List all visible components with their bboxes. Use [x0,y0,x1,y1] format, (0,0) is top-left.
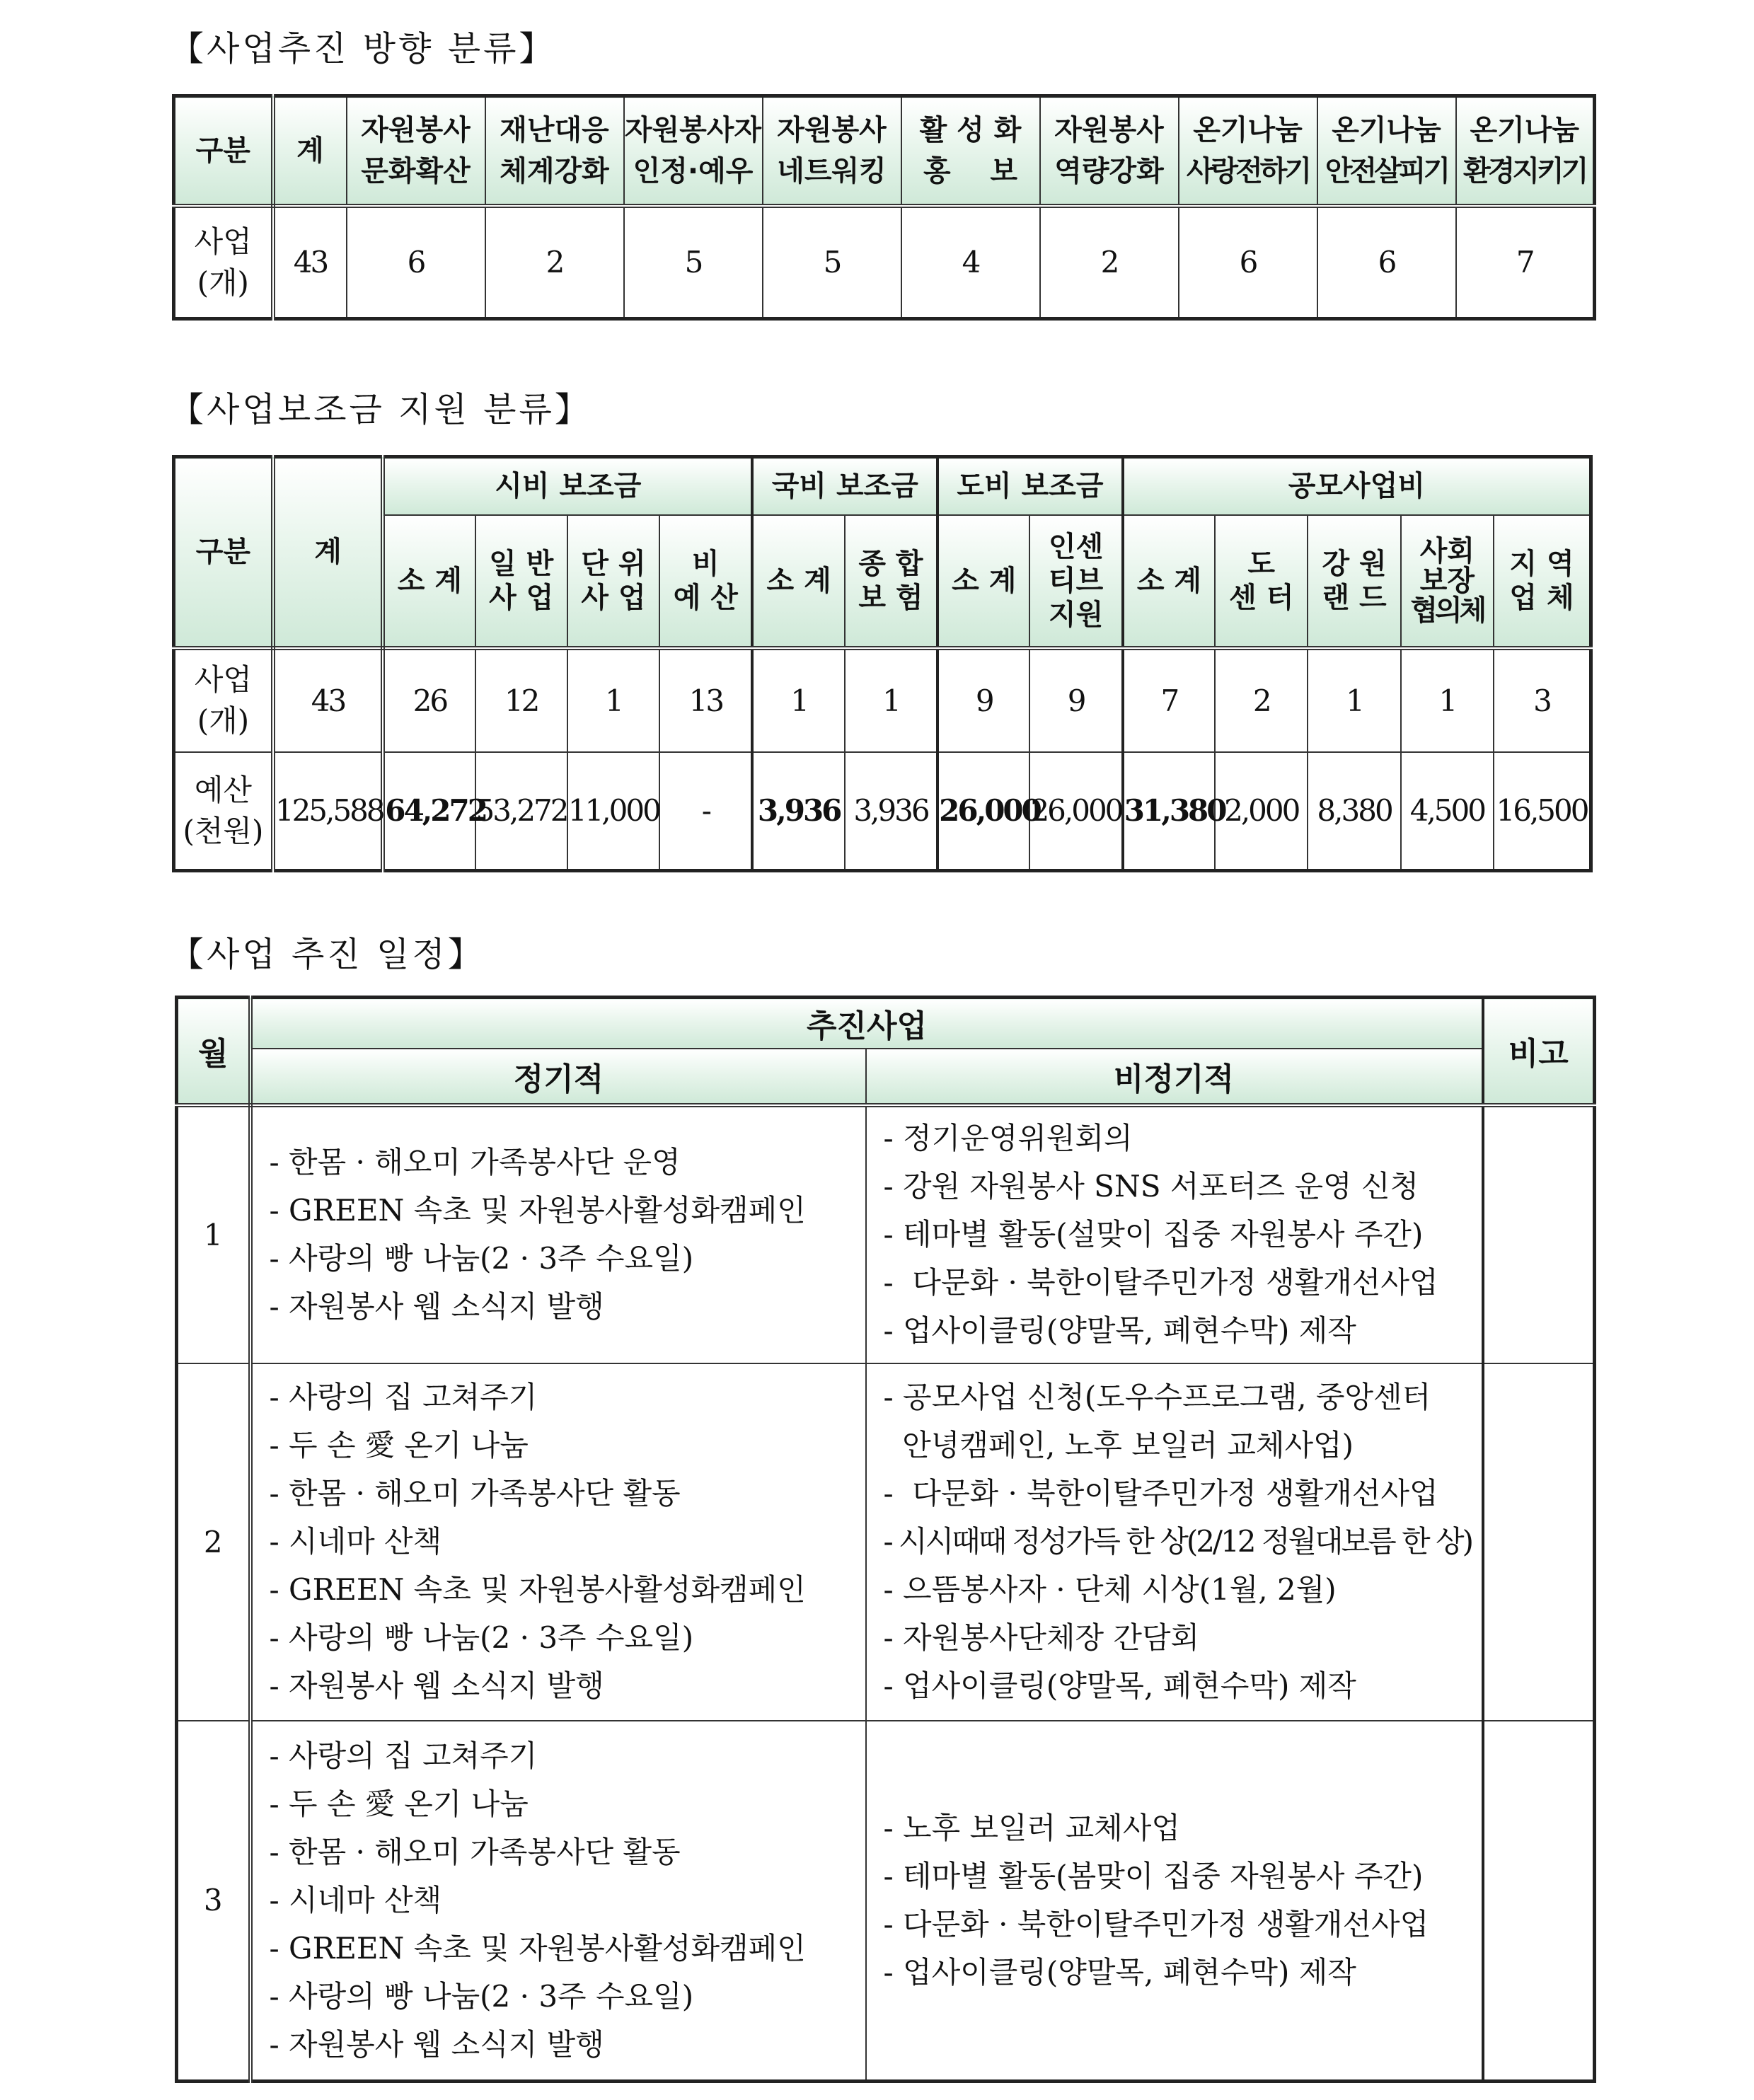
list-item: - 시네마 산책 [269,1882,442,1917]
list-item: - 두 손 愛 온기 나눔 [269,1786,529,1821]
budget-value: 31,380 [1123,752,1215,871]
cat-value: 6 [347,206,485,319]
section-title-direction: 【사업추진 방향 분류】 [170,29,556,69]
header-contest-fund: 공모사업비 [1123,457,1591,515]
list-item: - 사랑의 빵 나눔(2 · 3주 수요일) [269,1978,694,2014]
projects-value: 7 [1123,648,1215,752]
regular-list [250,1721,866,2082]
header-month: 월 [177,998,250,1105]
projects-value: 12 [475,648,567,752]
header-city-nonbudget: 비 예 산 [659,515,752,648]
header-total: 계 [273,457,383,648]
list-item: - 한몸 · 해오미 가족봉사단 활동 [269,1834,681,1869]
header-projects: 추진사업 [250,998,1483,1049]
list-item: - 테마별 활동(설맞이 집중 자원봉사 주간) [883,1217,1424,1252]
list-item: - 사랑의 빵 나눔(2 · 3주 수요일) [269,1241,694,1276]
cat-value: 2 [485,206,624,319]
list-item: - 노후 보일러 교체사업 [883,1810,1180,1845]
section-title-schedule: 【사업 추진 일정】 [170,935,485,974]
header-contest-local: 지 역 업 체 [1494,515,1591,648]
budget-value: 2,000 [1215,752,1308,871]
projects-value: 1 [845,648,937,752]
list-item: - 시시때때 정성가득 한 상(2/12 정월대보름 한 상) [883,1524,1472,1559]
projects-value: 1 [1401,648,1494,752]
list-item: - 한몸 · 해오미 가족봉사단 활동 [269,1476,681,1511]
list-item: - 자원봉사단체장 간담회 [883,1620,1200,1655]
header-contest-welfare: 사회 보장 협의체 [1401,515,1494,648]
month-cell: 1 [177,1105,250,1363]
list-item: - 자원봉사 웹 소식지 발행 [269,1289,604,1324]
month-cell: 3 [177,1721,250,2082]
cat-value: 2 [1040,206,1179,319]
projects-value: 13 [659,648,752,752]
header-cat-8: 온기나눔 안전살피기 [1317,96,1456,206]
regular-list [250,1363,866,1721]
budget-value: 26,000 [1029,752,1122,871]
list-item: - 다문화 · 북한이탈주민가정 생활개선사업 [883,1265,1438,1300]
list-item: - 시네마 산책 [269,1524,442,1559]
schedule-table [175,996,1596,2083]
list-item: - GREEN 속초 및 자원봉사활성화캠페인 [269,1193,806,1228]
row-label-budget: 예산 (천원) [174,752,273,871]
note-cell [1483,1105,1595,1363]
header-total: 계 [273,96,347,206]
header-category: 구분 [174,457,273,648]
budget-value: 26,000 [937,752,1029,871]
header-note: 비고 [1483,998,1595,1105]
list-item: - 업사이클링(양말목, 폐현수막) 제작 [883,1668,1356,1703]
budget-value: 3,936 [845,752,937,871]
row-label-projects: 사업 (개) [174,206,273,319]
list-item: - 으뜸봉사자 · 단체 시상(1월, 2월) [883,1572,1337,1607]
header-regular: 정기적 [250,1049,866,1105]
header-contest-land: 강 원 랜 드 [1308,515,1400,648]
list-item: - 한몸 · 해오미 가족봉사단 운영 [269,1145,681,1179]
header-cat-5: 활 성 화 홍 보 [901,96,1040,206]
header-national-subtotal: 소 계 [752,515,844,648]
header-cat-9: 온기나눔 환경지키기 [1456,96,1595,206]
header-irregular: 비정기적 [866,1049,1483,1105]
header-province-subtotal: 소 계 [937,515,1029,648]
note-cell [1483,1363,1595,1721]
list-item: - 자원봉사 웹 소식지 발행 [269,2026,604,2062]
cat-value: 5 [624,206,763,319]
budget-value: 53,272 [475,752,567,871]
budget-value: 16,500 [1494,752,1591,871]
cat-value: 4 [901,206,1040,319]
irregular-list [866,1721,1483,2082]
cat-value: 5 [763,206,901,319]
header-cat-7: 온기나눔 사랑전하기 [1179,96,1317,206]
section-title-subsidy: 【사업보조금 지원 분류】 [170,390,592,429]
projects-value: 1 [752,648,844,752]
list-item: - GREEN 속초 및 자원봉사활성화캠페인 [269,1572,806,1607]
regular-list [250,1105,866,1363]
list-item: - 자원봉사 웹 소식지 발행 [269,1668,604,1703]
list-item: 안녕캠페인, 노후 보일러 교체사업) [883,1428,1354,1462]
header-cat-4: 자원봉사 네트워킹 [763,96,901,206]
total-value: 43 [273,206,347,319]
list-item: - 업사이클링(양말목, 폐현수막) 제작 [883,1954,1356,1990]
projects-value: 3 [1494,648,1591,752]
header-cat-3: 자원봉사자 인정·예우 [624,96,763,206]
header-contest-center: 도 센 터 [1215,515,1308,648]
projects-value: 1 [1308,648,1400,752]
cat-value: 6 [1179,206,1317,319]
header-cat-2: 재난대응 체계강화 [485,96,624,206]
list-item: - 정기운영위원회의 [883,1121,1133,1155]
list-item: - 업사이클링(양말목, 폐현수막) 제작 [883,1313,1356,1348]
list-item: - 다문화 · 북한이탈주민가정 생활개선사업 [883,1476,1438,1511]
list-item: - 두 손 愛 온기 나눔 [269,1428,529,1462]
projects-value: 2 [1215,648,1308,752]
list-item: - GREEN 속초 및 자원봉사활성화캠페인 [269,1930,806,1966]
header-city-subtotal: 소 계 [383,515,475,648]
projects-value: 9 [937,648,1029,752]
list-item: - 사랑의 빵 나눔(2 · 3주 수요일) [269,1620,694,1655]
list-item: - 강원 자원봉사 SNS 서포터즈 운영 신청 [883,1169,1419,1204]
projects-value: 1 [567,648,659,752]
projects-value: 26 [383,648,475,752]
header-province-subsidy: 도비 보조금 [937,457,1123,515]
note-cell [1483,1721,1595,2082]
budget-value: 3,936 [752,752,844,871]
list-item: - 공모사업 신청(도우수프로그램, 중앙센터 [883,1380,1431,1414]
list-item: - 다문화 · 북한이탈주민가정 생활개선사업 [883,1906,1429,1942]
row-label-projects: 사업 (개) [174,648,273,752]
month-cell: 2 [177,1363,250,1721]
budget-value: - [659,752,752,871]
budget-value: 64,272 [383,752,475,871]
budget-value: 8,380 [1308,752,1400,871]
header-national-insurance: 종 합 보 험 [845,515,937,648]
header-city-general: 일 반 사 업 [475,515,567,648]
projects-value: 43 [273,648,383,752]
header-cat-1: 자원봉사 문화확산 [347,96,485,206]
header-city-unit: 단 위 사 업 [567,515,659,648]
list-item: - 사랑의 집 고쳐주기 [269,1738,538,1773]
header-cat-6: 자원봉사 역량강화 [1040,96,1179,206]
header-national-subsidy: 국비 보조금 [752,457,937,515]
cat-value: 6 [1317,206,1456,319]
header-contest-subtotal: 소 계 [1123,515,1215,648]
projects-value: 9 [1029,648,1122,752]
list-item: - 테마별 활동(봄맞이 집중 자원봉사 주간) [883,1858,1424,1893]
budget-value: 4,500 [1401,752,1494,871]
subsidy-table [172,455,1593,872]
cat-value: 7 [1456,206,1595,319]
irregular-list [866,1105,1483,1363]
header-city-subsidy: 시비 보조금 [383,457,752,515]
budget-value: 125,588 [273,752,383,871]
header-province-incentive: 인센 티브 지원 [1029,515,1122,648]
list-item: - 사랑의 집 고쳐주기 [269,1380,538,1414]
irregular-list [866,1363,1483,1721]
budget-value: 11,000 [567,752,659,871]
header-category: 구분 [174,96,273,206]
direction-table [172,94,1596,321]
